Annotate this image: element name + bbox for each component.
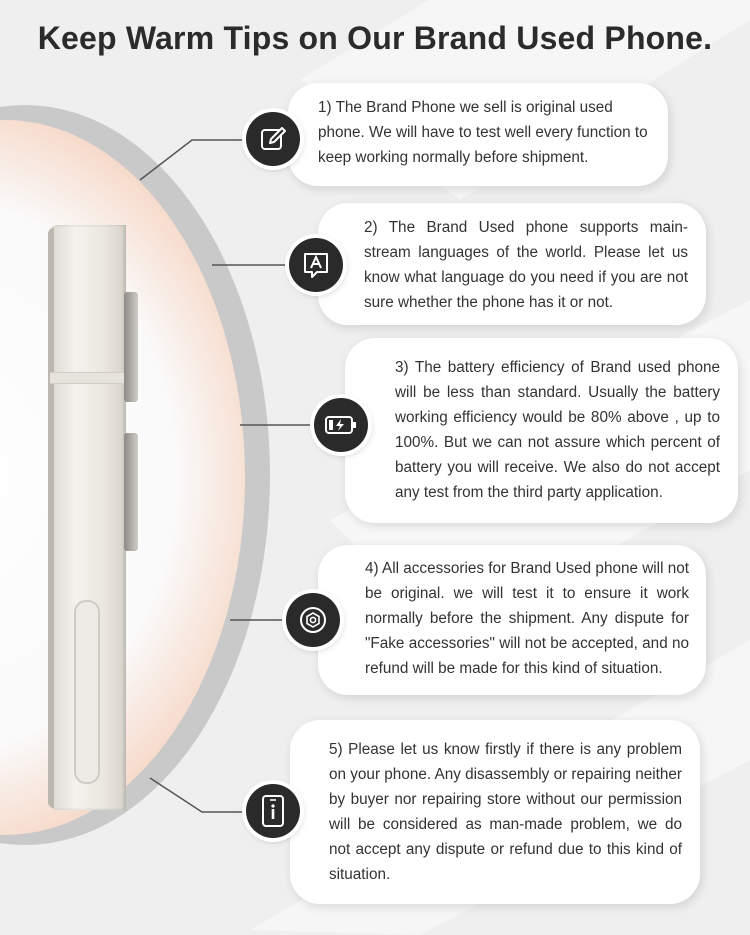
edit-icon bbox=[246, 112, 300, 166]
tip-text-4: 4) All accessories for Brand Used phone will not be original. we will test it to ensure it work normally before the shipment. Any dispute for "Fake accessories" will not be accepted, and no refund will be made for this kind of situation. bbox=[365, 560, 689, 677]
language-icon bbox=[289, 238, 343, 292]
tip-text-1: 1) The Brand Phone we sell is original used phone. We will have to test well every function to keep working normally before shipment. bbox=[318, 99, 648, 166]
accessory-icon bbox=[286, 593, 340, 647]
tip-text-2: 2) The Brand Used phone supports main-stream languages of the world. Please let us know what language do you need if you are not sure whether the phone has it or not. bbox=[364, 219, 688, 311]
battery-icon bbox=[314, 398, 368, 452]
page-title: Keep Warm Tips on Our Brand Used Phone. bbox=[37, 20, 713, 56]
tip-card-4 bbox=[318, 545, 706, 695]
tip-card-3 bbox=[345, 338, 738, 523]
tip-text-5: 5) Please let us know firstly if there is any problem on your phone. Any disassembly or repairing neither by buyer nor repairing store without our permission will be considered as man-made problem, we do not accept any dispute or refund due to this kind of situation. bbox=[329, 741, 682, 883]
phone-info-icon bbox=[246, 784, 300, 838]
tip-card-5 bbox=[290, 720, 700, 904]
tip-text-3: 3) The battery efficiency of Brand used phone will be less than standard. Usually the battery working efficiency would be 80% above , up to 100%. But we can not assure which percent of battery you will receive. We also do not accept any test from the third party application. bbox=[395, 359, 720, 501]
tip-card-1 bbox=[288, 83, 668, 186]
tip-card-2 bbox=[318, 203, 706, 325]
